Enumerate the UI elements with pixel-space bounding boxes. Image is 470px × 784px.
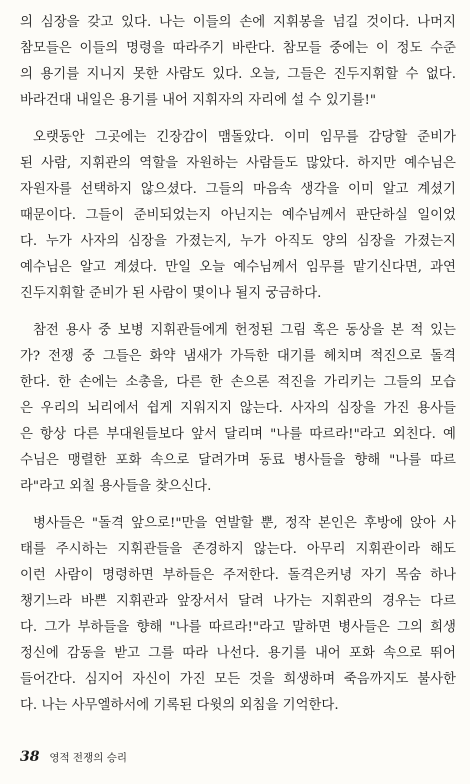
text-line: 진두지휘할 준비가 된 사람이 몇이나 될지 궁금하다. bbox=[20, 286, 322, 301]
paragraph bbox=[20, 10, 456, 114]
text-line: 챙기느라 바쁜 지휘관과 앞장서서 달려 나가는 지휘관의 경우는 다르 bbox=[20, 594, 456, 609]
paragraph bbox=[20, 125, 456, 307]
text-line: 수님은 맹렬한 포화 속으로 달려가며 동료 병사들을 향해 "나를 따르 bbox=[20, 453, 456, 468]
text-line: 참전 용사 중 보병 지휘관들에게 헌정된 그림 혹은 동상을 본 적 있는 bbox=[33, 323, 456, 338]
text-line: 다. 나는 사무엘하서에 기록된 다윗의 외침을 기억한다. bbox=[20, 698, 339, 713]
text-line: 은 우리의 뇌리에서 쉽게 지워지지 않는다. 사자의 심장을 가진 용사들 bbox=[20, 401, 456, 416]
text-line: 들어간다. 심지어 자신이 가진 모든 것을 희생하며 죽음까지도 불사한 bbox=[20, 672, 456, 687]
text-line: 다. 그가 부하들을 향해 "나를 따르라!"라고 말하면 병사들은 그의 희생 bbox=[20, 620, 456, 635]
text-line: 은 항상 다른 부대원들보다 앞서 달리며 "나를 따르라!"라고 외친다. 예 bbox=[20, 427, 456, 442]
text-line: 다. 누가 사자의 심장을 가졌는지, 누가 아직도 양의 심장을 가졌는지 bbox=[20, 234, 456, 249]
page-number: 38 bbox=[20, 749, 40, 765]
text-line: 병사들은 "돌격 앞으로!"만을 연발할 뿐, 정작 본인은 후방에 앉아 사 bbox=[33, 516, 456, 531]
text-line: 오랫동안 그곳에는 긴장감이 맴돌았다. 이미 임무를 감당할 준비가 bbox=[33, 130, 456, 145]
text-line: 이런 사람이 명령하면 부하들은 주저한다. 돌격은커녕 자기 목숨 하나 bbox=[20, 568, 456, 583]
page-footer bbox=[20, 749, 127, 766]
text-line: 한다. 한 손에는 소총을, 다른 한 손으론 적진을 가리키는 그들의 모습 bbox=[20, 375, 456, 390]
body-text bbox=[20, 10, 456, 730]
paragraph bbox=[20, 318, 456, 500]
text-line: 된 사람, 지휘관의 역할을 자원하는 사람들도 많았다. 하지만 예수님은 bbox=[20, 156, 456, 171]
text-line: 바라건대 내일은 용기를 내어 지휘자의 자리에 설 수 있기를!" bbox=[20, 93, 377, 108]
text-line: 자원자를 선택하지 않으셨다. 그들의 마음속 생각을 이미 알고 계셨기 bbox=[20, 182, 456, 197]
text-line: 때문이다. 그들이 준비되었는지 아닌지는 예수님께서 판단하실 일이었 bbox=[20, 208, 456, 223]
text-line: 라"라고 외칠 용사들을 찾으신다. bbox=[20, 479, 212, 494]
text-line: 태를 주시하는 지휘관들을 존경하지 않는다. 아무리 지휘관이라 해도 bbox=[20, 542, 456, 557]
text-line: 정신에 감동을 받고 그를 따라 나선다. 용기를 내어 포화 속으로 뛰어 bbox=[20, 646, 456, 661]
text-line: 의 심장을 갖고 있다. 나는 이들의 손에 지휘봉을 넘길 것이다. 나머지 bbox=[20, 15, 456, 30]
paragraph bbox=[20, 511, 456, 719]
text-line: 의 용기를 지니지 못한 사람도 있다. 오늘, 그들은 진두지휘할 수 없다. bbox=[20, 67, 456, 82]
text-line: 참모들은 이들의 명령을 따라주기 바란다. 참모들 중에는 이 정도 수준 bbox=[20, 41, 456, 56]
text-line: 예수님은 알고 계셨다. 만일 오늘 예수님께서 임무를 맡기신다면, 과연 bbox=[20, 260, 456, 275]
text-line: 가? 전쟁 중 그들은 화약 냄새가 가득한 대기를 헤치며 적진으로 돌격 bbox=[20, 349, 456, 364]
running-title: 영적 전쟁의 승리 bbox=[49, 752, 127, 764]
